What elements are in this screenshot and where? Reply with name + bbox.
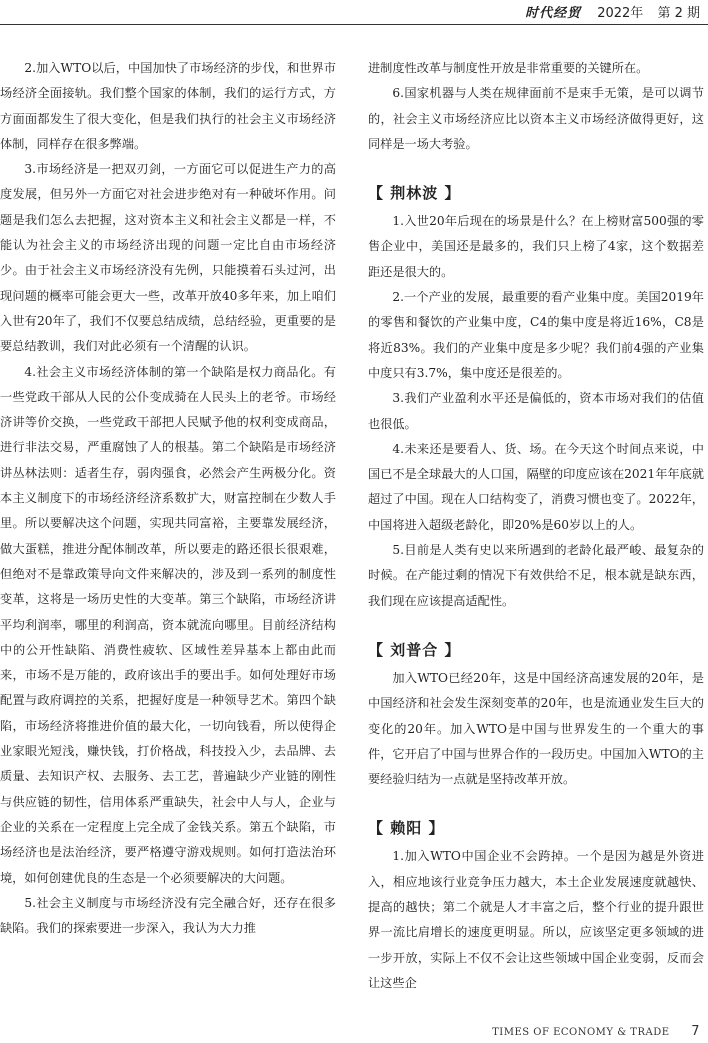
page-number: 7 [691, 1024, 700, 1039]
paragraph: 4.未来还是要看人、货、场。在今天这个时间点来说，中国已不是全球最大的人口国，隔壁的印度应该在2021年年底就超过了中国。现在人口结构变了，消费习惯也变了。2022年，中国将进入超级老龄化，即20%是60岁以上的人。 [368, 441, 704, 532]
speaker-heading: 【 荆林波 】 [368, 184, 461, 203]
running-header [0, 0, 708, 25]
right-column [368, 56, 704, 996]
header-issue: 第 2 期 [657, 6, 700, 21]
paragraph: 2.加入WTO以后，中国加快了市场经济的步伐，和世界市场经济全面接轨。我们整个国家的体制，我们的运行方式，方方面面都发生了很大变化，但是我们执行的社会主义市场经济体制，同样存在很多弊端。 [0, 61, 336, 151]
paragraph: 2.一个产业的发展，最重要的看产业集中度。美国2019年的零售和餐饮的产业集中度，C4的集中度是将近16%，C8是将近83%。我们的产业集中度是多少呢？我们前4强的产业集中度只有3.7%，集中度还是很差的。 [368, 290, 704, 380]
paragraph: 5.社会主义制度与市场经济没有完全融合好，还存在很多缺陷。我们的探索要进一步深入，我认为大力推 [0, 895, 336, 936]
paragraph: 加入WTO已经20年，这是中国经济高速发展的20年，是中国经济和社会发生深刻变革的20年，也是流通业发生巨大的变化的20年。加入WTO是中国与世界发生的一个重大的事件，它开启了中国与世界合作的一段历史。中国加入WTO的主要经验归结为一点就是坚持改革开放。 [368, 670, 704, 787]
paragraph: 1.加入WTO中国企业不会跨掉。一个是因为越是外资进入，相应地该行业竞争压力越大，本土企业发展速度就越快、提高的越快；第二个就是人才丰富之后，整个行业的提升跟世界一流比肩增长的速度更明显。所以，应该坚定更多领域的进一步开放，实际上不仅不会让这些领域中国企业变弱，反而会让这些企 [368, 849, 704, 990]
running-footer [492, 1024, 700, 1039]
paragraph: 5.目前是人类有史以来所遇到的老龄化最严峻、最复杂的时候。在产能过剩的情况下有效供给不足，根本就是缺东西，我们现在应该提高适配性。 [368, 543, 704, 608]
speaker-heading: 【 赖阳 】 [368, 819, 445, 838]
paragraph: 6.国家机器与人类在规律面前不是束手无策，是可以调节的，社会主义市场经济应比以资本主义市场经济做得更好，这同样是一场大考验。 [368, 86, 704, 151]
paragraph: 4.社会主义市场经济体制的第一个缺陷是权力商品化。有一些党政干部从人民的公仆变成骑在人民头上的老爷。市场经济讲等价交换，一些党政干部把人民赋予他的权利变成商品，进行非法交易，严重腐蚀了人的根基。第二个缺陷是市场经济讲丛林法则：适者生存，弱肉强食，必然会产生两极分化。资本主义制度下的市场经济经济系数扩大，财富控制在少数人手里。所以要解决这个问题，实现共同富裕，主要靠发展经济，做大蛋糕，推进分配体制改革，所以要走的路还很长很艰难，但绝对不是靠政策导向文件来解决的，涉及到一系列的制度性变革，这将是一场历史性的大变革。第三个缺陷，市场经济讲平均利润率，哪里的利润高，资本就流向哪里。目前经济结构中的公开性缺陷、消费性疲软、区域性差异基本上都由此而来，市场不是万能的，政府该出手的要出手。如何处理好市场配置与政府调控的关系，把握好度是一种领导艺术。第四个缺陷，市场经济将推进价值的最大化，一切向钱看，所以使得企业家眼光短浅，赚快钱，打价格战，科技投入少，去品牌、去质量、去知识产权、去服务、去工艺，普遍缺少产业链的刚性与供应链的韧性，信用体系严重缺失，社会中人与人，企业与企业的关系在一定程度上完全成了金钱关系。第五个缺陷，市场经济也是法治经济，要严格遵守游戏规则。如何打造法治环境，如何创建优良的生态是一个必须要解决的大问题。 [0, 364, 336, 885]
header-year: 2022年 [597, 6, 644, 21]
paragraph-continued: 进制度性改革与制度性开放是非常重要的关键所在。 [368, 61, 649, 75]
header-info [525, 2, 700, 21]
journal-logo: 时代经贸 [525, 6, 582, 21]
left-column [0, 56, 336, 941]
footer-journal-name: TIMES OF ECONOMY & TRADE [492, 1027, 670, 1038]
paragraph: 3.市场经济是一把双刃剑，一方面它可以促进生产力的高度发展，但另外一方面它对社会进步绝对有一种破坏作用。问题是我们怎么去把握，这对资本主义和社会主义都是一样，不能认为社会主义的市场经济出现的问题一定比自由市场经济少。由于社会主义市场经济没有先例，只能摸着石头过河，出现问题的概率可能会更大一些，改革开放40多年来，加上咱们入世有20年了，我们不仅要总结成绩，总结经验，更重要的是要总结教训，我们对此必须有一个清醒的认识。 [0, 162, 336, 354]
paragraph: 3.我们产业盈利水平还是偏低的，资本市场对我们的估值也很低。 [368, 391, 704, 431]
paragraph: 1.入世20年后现在的场景是什么？在上榜财富500强的零售企业中，美国还是最多的，我们只上榜了4家，这个数据差距还是很大的。 [368, 214, 704, 279]
speaker-heading: 【 刘普合 】 [368, 640, 461, 659]
